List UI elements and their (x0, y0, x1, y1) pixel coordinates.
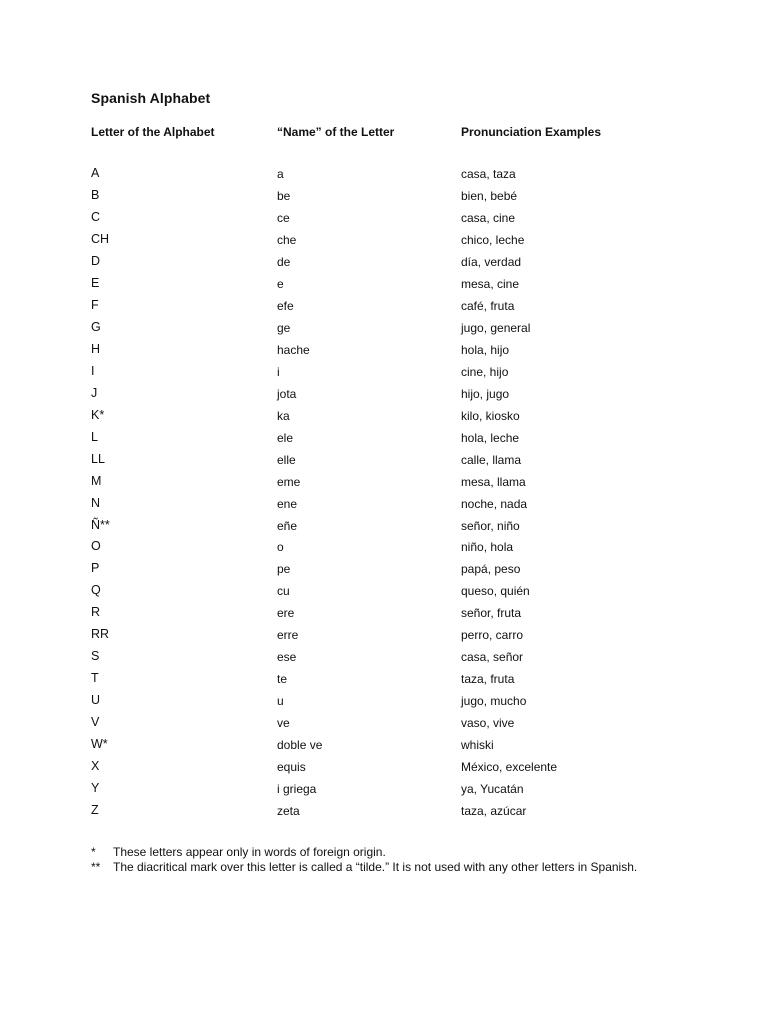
cell-examples: hola, leche (461, 430, 520, 445)
footnote-text: These letters appear only in words of foreign origin. (113, 845, 386, 859)
cell-name: ve (277, 716, 290, 731)
cell-letter: Z (91, 803, 99, 818)
cell-name: ene (277, 496, 298, 511)
cell-letter: N (91, 495, 101, 510)
cell-letter: G (91, 319, 101, 334)
cell-name: de (277, 254, 291, 269)
table-row (91, 365, 731, 387)
cell-letter: J (91, 385, 98, 400)
cell-name: pe (277, 562, 291, 577)
cell-letter: F (91, 297, 99, 312)
cell-examples: hola, hijo (461, 342, 510, 357)
cell-name: eme (277, 474, 301, 489)
table-row (91, 519, 731, 541)
table-header (91, 125, 731, 141)
table-row (91, 475, 731, 497)
cell-name: i griega (277, 782, 317, 797)
cell-examples: papá, peso (461, 562, 521, 577)
cell-name: ka (277, 408, 290, 423)
cell-examples: calle, llama (461, 452, 522, 467)
table-row (91, 255, 731, 277)
footnote-text: The diacritical mark over this letter is called a “tilde.” It is not used with any other letters in Spanish. (113, 860, 638, 874)
table-row (91, 189, 731, 211)
cell-letter: LL (91, 451, 105, 466)
footnotes (91, 845, 751, 875)
table-row (91, 716, 731, 738)
cell-name: ce (277, 210, 290, 225)
table-row (91, 453, 731, 475)
table-row (91, 321, 731, 343)
table-row (91, 211, 731, 233)
footnote-mark: * (91, 845, 96, 859)
cell-examples: kilo, kiosko (461, 408, 520, 423)
cell-examples: casa, cine (461, 210, 516, 225)
header-name: “Name” of the Letter (277, 125, 395, 139)
table-row (91, 343, 731, 365)
cell-name: ele (277, 430, 294, 445)
cell-letter: P (91, 561, 100, 576)
cell-examples: café, fruta (461, 298, 515, 313)
table-row (91, 584, 731, 606)
cell-name: ere (277, 606, 295, 621)
cell-examples: señor, niño (461, 518, 520, 533)
footnote-mark: ** (91, 860, 101, 874)
cell-letter: O (91, 539, 101, 554)
table-row (91, 431, 731, 453)
cell-examples: mesa, llama (461, 474, 526, 489)
cell-name: a (277, 167, 284, 181)
cell-examples: ya, Yucatán (461, 782, 524, 797)
cell-examples: México, excelente (461, 760, 558, 775)
cell-examples: chico, leche (461, 232, 525, 247)
cell-name: i (277, 364, 280, 379)
cell-examples: casa, señor (461, 650, 524, 665)
footnote (91, 860, 751, 875)
table-row (91, 497, 731, 519)
cell-name: ge (277, 320, 291, 335)
cell-letter: H (91, 341, 101, 356)
cell-examples: queso, quién (461, 584, 530, 599)
cell-name: zeta (277, 804, 300, 819)
cell-examples: bien, bebé (461, 188, 518, 203)
cell-examples: vaso, vive (461, 716, 515, 731)
cell-examples: cine, hijo (461, 364, 509, 379)
cell-name: che (277, 232, 297, 247)
cell-examples: casa, taza (461, 167, 516, 181)
cell-letter: CH (91, 231, 110, 246)
cell-name: te (277, 672, 288, 687)
cell-letter: M (91, 473, 102, 488)
cell-letter: B (91, 187, 100, 202)
footnote (91, 845, 751, 860)
table-row (91, 672, 731, 694)
table-row (91, 409, 731, 431)
cell-examples: jugo, general (461, 320, 531, 335)
cell-examples: jugo, mucho (461, 694, 527, 709)
cell-name: e (277, 276, 284, 291)
cell-letter: D (91, 253, 101, 268)
cell-letter: Y (91, 781, 100, 796)
cell-letter: C (91, 209, 101, 224)
cell-letter: L (91, 429, 98, 444)
cell-name: ese (277, 650, 297, 665)
table-row (91, 299, 731, 321)
cell-examples: taza, azúcar (461, 804, 527, 819)
cell-letter: Ñ** (91, 517, 110, 532)
table-row (91, 804, 731, 826)
cell-examples: día, verdad (461, 254, 522, 269)
cell-name: hache (277, 342, 310, 357)
header-examples: Pronunciation Examples (461, 125, 602, 139)
cell-letter: T (91, 671, 99, 686)
cell-letter: I (91, 363, 95, 378)
table-row (91, 233, 731, 255)
cell-letter: E (91, 275, 100, 290)
header-letter: Letter of the Alphabet (91, 125, 215, 139)
cell-name: o (277, 540, 284, 555)
table-row (91, 628, 731, 650)
cell-letter: K* (91, 407, 105, 422)
table-row (91, 540, 731, 562)
table-row (91, 738, 731, 760)
alphabet-table (91, 167, 731, 826)
cell-letter: A (91, 166, 100, 180)
table-row (91, 606, 731, 628)
cell-examples: señor, fruta (461, 606, 522, 621)
cell-letter: V (91, 715, 100, 730)
cell-examples: whiski (461, 738, 494, 753)
page-title: Spanish Alphabet (91, 90, 211, 106)
table-row (91, 782, 731, 804)
cell-letter: S (91, 649, 100, 664)
cell-examples: noche, nada (461, 496, 528, 511)
table-row (91, 760, 731, 782)
table-row (91, 167, 731, 189)
cell-name: eñe (277, 518, 298, 533)
cell-letter: X (91, 759, 100, 774)
table-row (91, 694, 731, 716)
cell-letter: R (91, 605, 101, 620)
table-row (91, 650, 731, 672)
cell-examples: perro, carro (461, 628, 524, 643)
cell-name: erre (277, 628, 299, 643)
cell-examples: taza, fruta (461, 672, 515, 687)
cell-letter: Q (91, 583, 101, 598)
cell-examples: mesa, cine (461, 276, 520, 291)
cell-letter: RR (91, 627, 110, 642)
cell-name: efe (277, 298, 294, 313)
cell-name: equis (277, 760, 306, 775)
cell-name: doble ve (277, 738, 323, 753)
cell-letter: W* (91, 737, 108, 752)
cell-examples: hijo, jugo (461, 386, 510, 401)
cell-name: u (277, 694, 284, 709)
cell-name: cu (277, 584, 290, 599)
cell-examples: niño, hola (461, 540, 514, 555)
cell-letter: U (91, 693, 101, 708)
table-row (91, 562, 731, 584)
table-row (91, 387, 731, 409)
cell-name: jota (277, 386, 297, 401)
table-row (91, 277, 731, 299)
cell-name: be (277, 188, 291, 203)
cell-name: elle (277, 452, 296, 467)
